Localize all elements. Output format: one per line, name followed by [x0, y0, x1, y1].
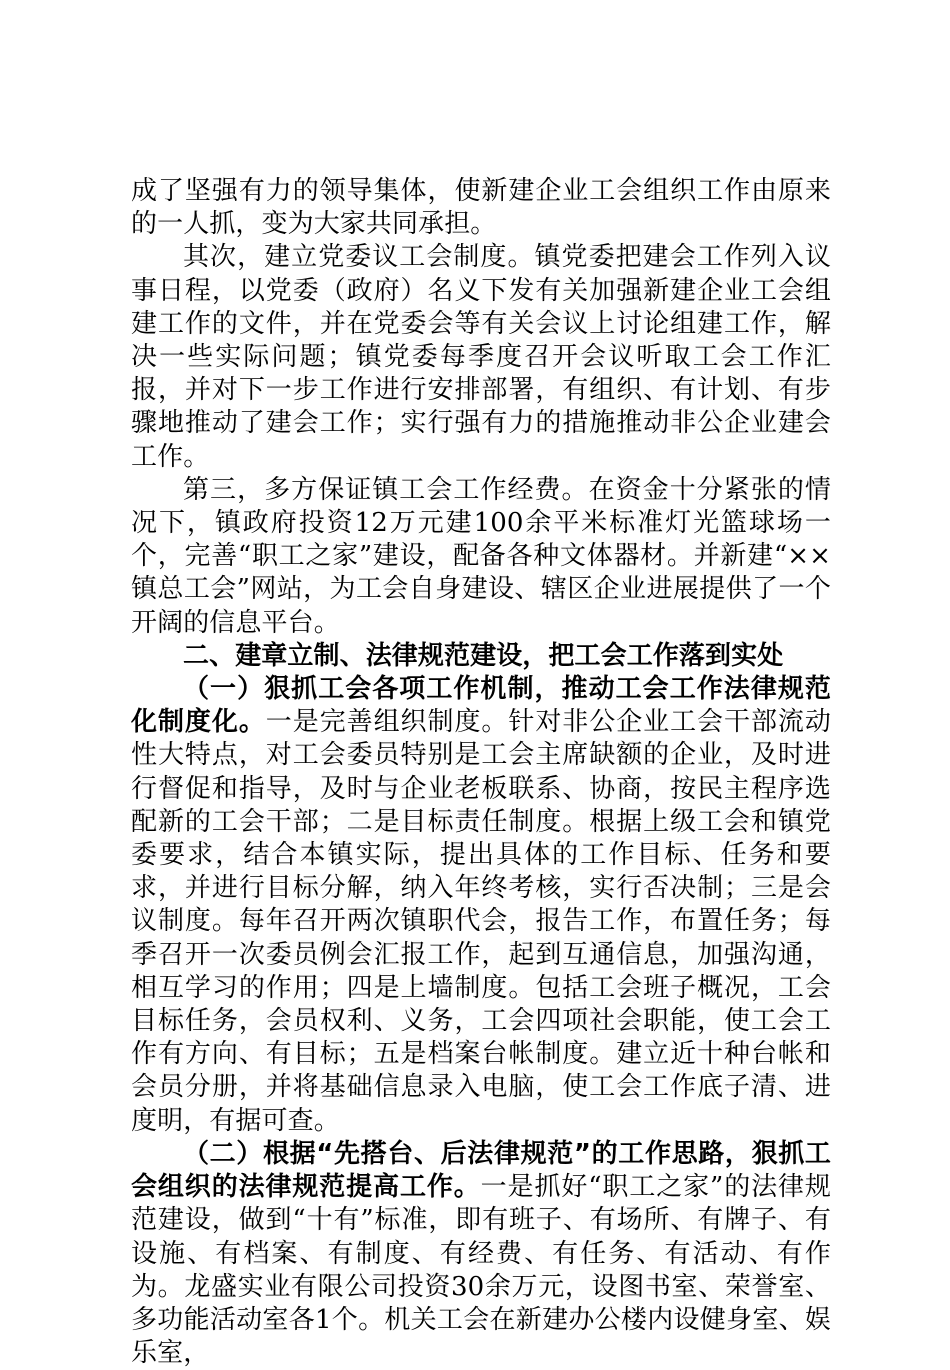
document-page: [131, 175, 831, 1370]
paragraph-legal-standardization: [131, 1138, 831, 1370]
paragraph-party-committee-system: 其次，建立党委议工会制度。镇党委把建会工作列入议事日程，以党委（政府）名义下发有关加强新建企业工会组建工作的文件，并在党委会等有关会议上讨论组建工作，解决一些实际问题；镇党委每季度召开会议听取工会工作汇报，并对下一步工作进行安排部署，有组织、有计划、有步骤地推动了建会工作；实行强有力的措施推动非公企业建会工作。: [131, 242, 831, 472]
paragraph-legal-standardization-body: 一是抓好“职工之家”的法律规范建设，做到“十有”标准，即有班子、有场所、有牌子、有设施、有档案、有制度、有经费、有任务、有活动、有作为。龙盛实业有限公司投资30余万元，设图书室、荣誉室、多功能活动室各1个。机关工会在新建办公楼内设健身室、娱乐室，: [131, 1172, 831, 1369]
paragraph-work-mechanisms-body: 一是完善组织制度。针对非公企业工会干部流动性大特点，对工会委员特别是工会主席缺额的企业，及时进行督促和指导，及时与企业老板联系、协商，按民主程序选配新的工会干部；二是目标责任制度。根据上级工会和镇党委要求，结合本镇实际，提出具体的工作目标、任务和要求，并进行目标分解，纳入年终考核，实行否决制；三是会议制度。每年召开两次镇职代会，报告工作，布置任务；每季召开一次委员例会汇报工作，起到互通信息，加强沟通，相互学习的作用；四是上墙制度。包括工会班子概况，工会目标任务，会员权利、义务，工会四项社会职能，使工会工作有方向、有目标；五是档案台帐制度。建立近十种台帐和会员分册，并将基础信息录入电脑，使工会工作底子清、进度明，有据可查。: [131, 707, 831, 1136]
paragraph-continuation: 成了坚强有力的领导集体，使新建企业工会组织工作由原来的一人抓，变为大家共同承担。: [131, 176, 831, 240]
subheading-2: （二）根据“先搭台、后法律规范”的工作思路，狠抓工会组织的法律规范提高工作。: [131, 1138, 831, 1203]
section-heading-2: 二、建章立制、法律规范建设，把工会工作落到实处: [183, 640, 784, 671]
paragraph-work-mechanisms: [131, 673, 831, 1138]
paragraph-union-funding: 第三，多方保证镇工会工作经费。在资金十分紧张的情况下，镇政府投资12万元建100余平米标准灯光篮球场一个，完善“职工之家”建设，配备各种文体器材。并新建“××镇总工会”网站，为工会自身建设、辖区企业进展提供了一个开阔的信息平台。: [131, 474, 831, 638]
subheading-1: （一）狠抓工会各项工作机制，推动工会工作法律规范化制度化。: [131, 674, 831, 738]
